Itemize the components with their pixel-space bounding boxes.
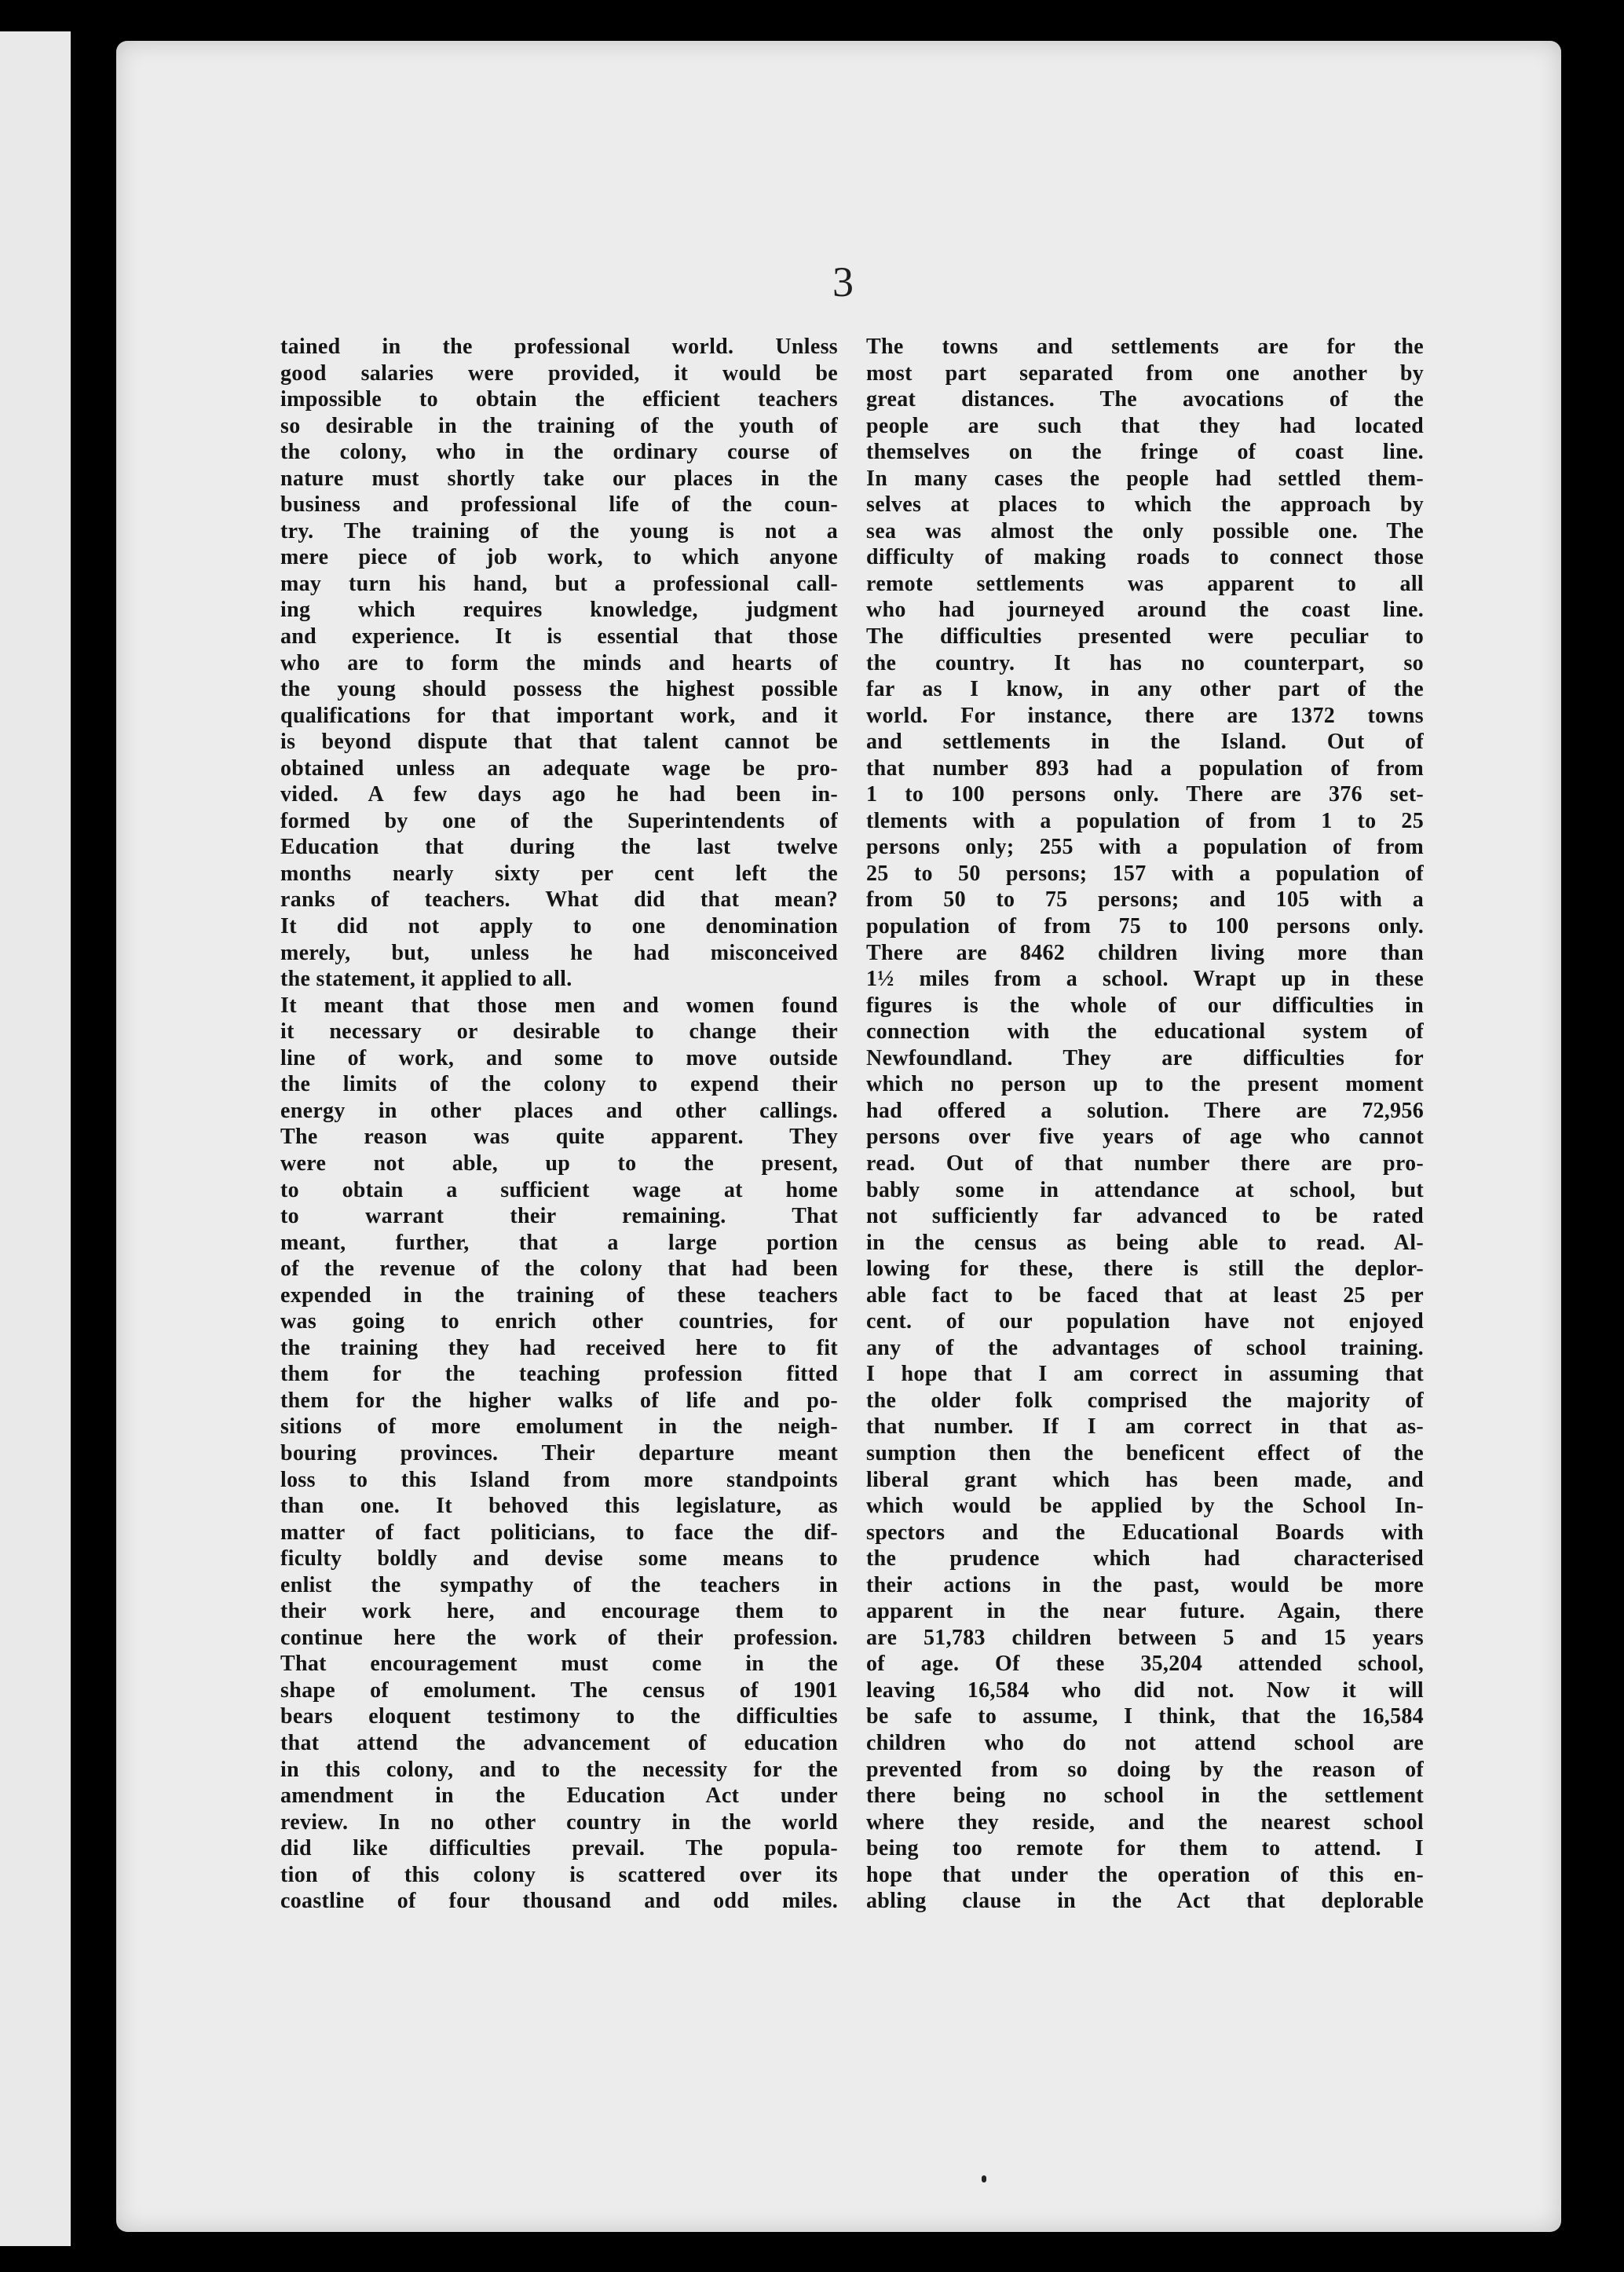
text-line: the statement, it applied to all. [280,967,572,992]
text-line: bears eloquent testimony to the difficulties [280,1704,838,1729]
text-line: 1 to 100 persons only. There are 376 set- [866,782,1424,807]
text-line: amendment in the Education Act under [280,1784,838,1809]
text-line: tained in the professional world. Unless [280,335,838,359]
text-line: figures is the whole of our difficulties in [866,993,1424,1018]
text-line: are 51,783 children between 5 and 15 years [866,1625,1424,1650]
right-text-column [866,334,1424,1915]
text-line: nature must shortly take our places in the [280,466,838,491]
text-line: world. For instance, there are 1372 towns [866,703,1424,728]
text-line: difficulty of making roads to connect those [866,545,1424,570]
text-line: is beyond dispute that that talent cannot be [280,730,838,755]
text-line: tion of this colony is scattered over its [280,1862,838,1887]
text-line: mere piece of job work, to which anyone [280,545,838,570]
text-line: leaving 16,584 who did not. Now it will [866,1677,1424,1703]
text-line: impossible to obtain the efficient teachers [280,387,838,412]
text-line: liberal grant which has been made, and [866,1467,1424,1492]
text-line: themselves on the fringe of coast line. [866,440,1424,465]
text-line: 25 to 50 persons; 157 with a population of [866,861,1424,886]
text-line: loss to this Island from more standpoints [280,1467,838,1492]
text-line: any of the advantages of school training. [866,1335,1424,1360]
text-line: than one. It behoved this legislature, as [280,1494,838,1519]
text-line: It did not apply to one denomination [280,914,838,939]
text-line: had offered a solution. There are 72,956 [866,1098,1424,1123]
page-number: 3 [832,258,854,305]
text-line: that number. If I am correct in that as- [866,1414,1424,1440]
text-line: sumption then the beneficent effect of the [866,1440,1424,1465]
text-line: population of from 75 to 100 persons only. [866,914,1424,939]
text-line: try. The training of the young is not a [280,518,838,543]
text-line: shape of emolument. The census of 1901 [280,1677,838,1703]
text-line: there being no school in the settlement [866,1784,1424,1809]
text-line: good salaries were provided, it would be [280,360,838,386]
text-line: not sufficiently far advanced to be rated [866,1204,1424,1229]
text-line: the prudence which had characterised [866,1546,1424,1571]
text-line: far as I know, in any other part of the [866,677,1424,702]
text-line: cent. of our population have not enjoyed [866,1309,1424,1334]
text-line: to warrant their remaining. That [280,1204,838,1229]
text-line: bably some in attendance at school, but [866,1177,1424,1202]
text-line: being too remote for them to attend. I [866,1836,1424,1861]
text-line: them for the teaching profession fitted [280,1362,838,1387]
text-line: ficulty boldly and devise some means to [280,1546,838,1571]
text-line: that number 893 had a population of from [866,756,1424,781]
text-line: in this colony, and to the necessity for the [280,1757,838,1782]
text-line: I hope that I am correct in assuming that [866,1362,1424,1387]
text-line: ing which requires knowledge, judgment [280,598,838,623]
text-line: energy in other places and other callings. [280,1098,838,1123]
text-line: which would be applied by the School In- [866,1494,1424,1519]
text-line: the older folk comprised the majority of [866,1388,1424,1413]
text-line: tlements with a population of from 1 to 25 [866,808,1424,833]
text-line: selves at places to which the approach by [866,492,1424,518]
text-line: lowing for these, there is still the deplor- [866,1257,1424,1282]
text-line: be safe to assume, I think, that the 16,584 [866,1704,1424,1729]
text-line: it necessary or desirable to change their [280,1019,838,1045]
margin-mark [61,1013,66,1051]
text-line: most part separated from one another by [866,360,1424,386]
text-line: the young should possess the highest possible [280,677,838,702]
adjacent-page-edge [0,31,71,2246]
text-line: enlist the sympathy of the teachers in [280,1572,838,1597]
text-line: great distances. The avocations of the [866,387,1424,412]
text-line: of age. Of these 35,204 attended school, [866,1652,1424,1677]
text-line: line of work, and some to move outside [280,1045,838,1070]
text-line: business and professional life of the coun- [280,492,838,518]
text-line: abling clause in the Act that deplorable [866,1889,1424,1914]
text-line: was going to enrich other countries, for [280,1309,838,1334]
text-line: spectors and the Educational Boards with [866,1520,1424,1545]
text-line: the colony, who in the ordinary course of [280,440,838,465]
text-line: 1½ miles from a school. Wrapt up in these [866,967,1424,992]
text-line: The difficulties presented were peculiar to [866,624,1424,649]
text-line: so desirable in the training of the youth of [280,413,838,438]
text-line: hope that under the operation of this en- [866,1862,1424,1887]
text-line: which no person up to the present moment [866,1072,1424,1097]
text-line: and experience. It is essential that those [280,624,838,649]
text-line: children who do not attend school are [866,1730,1424,1755]
text-line: did like difficulties prevail. The popula- [280,1836,838,1861]
text-line: vided. A few days ago he had been in- [280,782,838,807]
text-line: expended in the training of these teachers [280,1282,838,1308]
text-line: formed by one of the Superintendents of [280,808,838,833]
text-line: their actions in the past, would be more [866,1572,1424,1597]
text-line: them for the higher walks of life and po- [280,1388,838,1413]
text-line: sea was almost the only possible one. The [866,518,1424,543]
text-line: ranks of teachers. What did that mean? [280,887,838,913]
ink-speck [982,2175,986,2182]
text-line: the limits of the colony to expend their [280,1072,838,1097]
text-line: Newfoundland. They are difficulties for [866,1045,1424,1070]
text-line: There are 8462 children living more than [866,940,1424,965]
text-line: obtained unless an adequate wage be pro- [280,756,838,781]
text-line: of the revenue of the colony that had been [280,1257,838,1282]
text-line: connection with the educational system of [866,1019,1424,1045]
text-line: who are to form the minds and hearts of [280,650,838,675]
text-line: months nearly sixty per cent left the [280,861,838,886]
text-line: in the census as being able to read. Al- [866,1230,1424,1255]
text-line: the training they had received here to fit [280,1335,838,1360]
text-line: the country. It has no counterpart, so [866,650,1424,675]
text-line: The reason was quite apparent. They [280,1125,838,1150]
text-line: Education that during the last twelve [280,835,838,860]
text-line: people are such that they had located [866,413,1424,438]
text-line: qualifications for that important work, and it [280,703,838,728]
text-line: where they reside, and the nearest school [866,1809,1424,1835]
text-line: able fact to be faced that at least 25 per [866,1282,1424,1308]
text-line: meant, further, that a large portion [280,1230,838,1255]
text-line: who had journeyed around the coast line. [866,598,1424,623]
text-line: The towns and settlements are for the [866,335,1424,359]
text-line: In many cases the people had settled them- [866,466,1424,491]
text-line: It meant that those men and women found [280,993,838,1018]
text-line: to obtain a sufficient wage at home [280,1177,838,1202]
text-line: That encouragement must come in the [280,1652,838,1677]
text-line: their work here, and encourage them to [280,1599,838,1624]
text-line: bouring provinces. Their departure meant [280,1440,838,1465]
text-line: continue here the work of their profession. [280,1625,838,1650]
text-line: matter of fact politicians, to face the dif- [280,1520,838,1545]
text-line: may turn his hand, but a professional call- [280,571,838,596]
text-line: persons over five years of age who cannot [866,1125,1424,1150]
left-text-column [280,334,838,1915]
margin-mark [61,927,66,944]
text-line: that attend the advancement of education [280,1730,838,1755]
text-line: sitions of more emolument in the neigh- [280,1414,838,1440]
text-line: persons only; 255 with a population of from [866,835,1424,860]
text-line: remote settlements was apparent to all [866,571,1424,596]
text-line: from 50 to 75 persons; and 105 with a [866,887,1424,913]
text-line: merely, but, unless he had misconceived [280,940,838,965]
text-line: and settlements in the Island. Out of [866,730,1424,755]
text-line: review. In no other country in the world [280,1809,838,1835]
text-line: coastline of four thousand and odd miles. [280,1889,838,1914]
text-line: read. Out of that number there are pro- [866,1151,1424,1176]
text-line: prevented from so doing by the reason of [866,1757,1424,1782]
margin-marks [61,927,71,1052]
text-line: were not able, up to the present, [280,1151,838,1176]
text-line: apparent in the near future. Again, there [866,1599,1424,1624]
